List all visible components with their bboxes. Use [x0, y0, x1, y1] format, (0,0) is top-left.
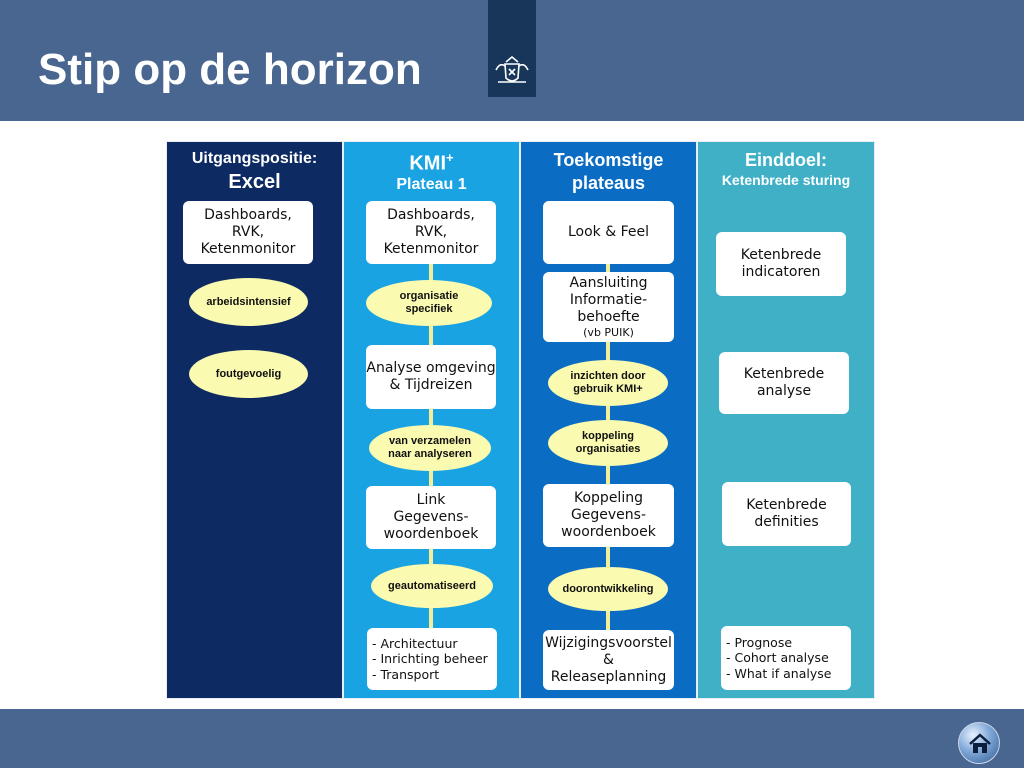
ellipse-text: foutgevoelig — [215, 367, 282, 380]
box-text: Koppeling Gegevens- woordenboek — [561, 490, 656, 540]
ellipse-label — [369, 425, 491, 471]
ellipse-label — [366, 280, 492, 326]
ellipse-text: geautomatiseerd — [387, 579, 477, 592]
ellipse-text: doorontwikkeling — [562, 582, 654, 595]
column-box — [367, 628, 497, 690]
column-subtitle: Ketenbrede sturing — [721, 172, 851, 188]
box-note: (vb PUIK) — [583, 325, 634, 339]
ellipse-text: inzichten door gebruik KMI+ — [570, 370, 646, 395]
home-icon — [968, 732, 992, 756]
column-einddoel — [698, 142, 874, 698]
box-text: Link Gegevens- woordenboek — [383, 492, 479, 542]
emblem-banner — [488, 0, 536, 97]
ellipse-label — [189, 350, 308, 398]
box-text: Ketenbrede indicatoren — [740, 247, 822, 280]
box-text: Ketenbrede analyse — [743, 366, 825, 399]
page-title: Stip op de horizon — [38, 45, 422, 94]
box-text: Look & Feel — [567, 224, 649, 240]
column-title: Einddoel: — [745, 150, 827, 170]
column-box — [543, 484, 674, 547]
column-box — [722, 482, 851, 546]
box-text: Wijzigingsvoorstel & Releaseplanning — [545, 634, 672, 685]
box-text: Dashboards, RVK, Ketenmonitor — [383, 207, 479, 257]
box-text: Dashboards, RVK, Ketenmonitor — [200, 207, 296, 257]
column-subtitle: plateaus — [571, 173, 646, 193]
box-text: Ketenbrede definities — [746, 497, 827, 530]
column-box — [183, 201, 313, 264]
column-box — [543, 272, 674, 342]
ellipse-label — [548, 360, 668, 406]
box-text: - Architectuur - Inrichting beheer - Transport — [372, 635, 488, 682]
ellipse-label — [189, 278, 308, 326]
column-subtitle: Excel — [228, 171, 281, 193]
column-box — [721, 626, 851, 690]
ellipse-label — [548, 420, 668, 466]
column-title — [344, 150, 519, 176]
column-box — [543, 201, 674, 264]
column-box — [716, 232, 846, 296]
ellipse-text: arbeidsintensief — [206, 295, 291, 308]
ellipse-text: van verzamelen naar analyseren — [388, 435, 472, 460]
crest-icon — [490, 48, 534, 92]
column-title: Uitgangspositie: — [191, 150, 318, 167]
column-box — [719, 352, 849, 414]
box-text: Aansluiting Informatie- behoefte — [569, 274, 648, 325]
footer-bar — [0, 709, 1024, 768]
column-title-text: KMI — [409, 152, 447, 175]
column-box — [366, 201, 496, 264]
column-title: Toekomstige — [553, 150, 664, 170]
ellipse-text: koppeling organisaties — [575, 430, 641, 455]
column-box — [366, 486, 496, 549]
column-title-sup: + — [446, 150, 454, 165]
box-text: - Prognose - Cohort analyse - What if analyse — [726, 634, 832, 681]
column-subtitle: Plateau 1 — [396, 176, 467, 193]
column-box — [366, 345, 496, 409]
ellipse-text: organisatie specifiek — [399, 290, 459, 315]
ellipse-label — [371, 564, 493, 608]
column-box — [543, 630, 674, 690]
box-text: Analyse omgeving & Tijdreizen — [366, 360, 496, 393]
ellipse-label — [548, 567, 668, 611]
home-button[interactable] — [958, 722, 1000, 764]
